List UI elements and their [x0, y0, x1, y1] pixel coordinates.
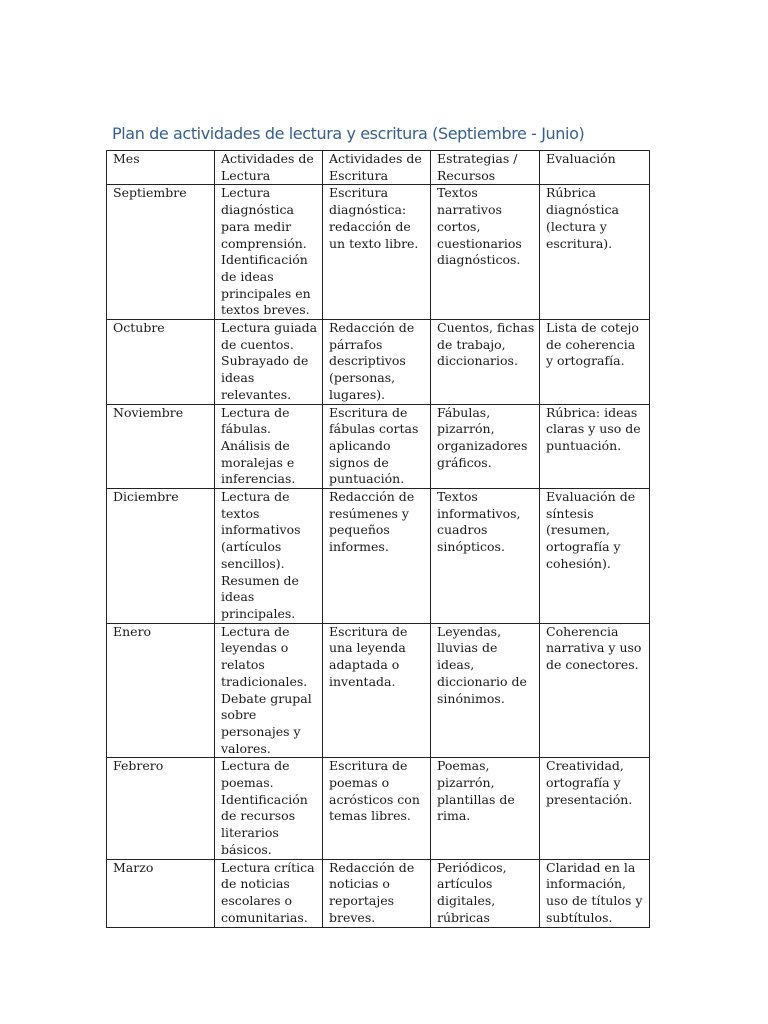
cell-writing: Redacción de noticias o reportajes breves.: [323, 859, 431, 927]
cell-evaluation: Lista de cotejo de coherencia y ortografía.: [540, 320, 650, 405]
cell-evaluation: Creatividad, ortografía y presentación.: [540, 758, 650, 859]
cell-reading: Lectura de textos informativos (artículos sencillos). Resumen de ideas principales.: [215, 489, 323, 624]
table-row: [107, 859, 650, 927]
table-row: [107, 404, 650, 489]
cell-strategies: Leyendas, lluvias de ideas, diccionario de sinónimos.: [431, 623, 540, 758]
table-header-row: [107, 151, 650, 185]
cell-evaluation: Rúbrica diagnóstica (lectura y escritura).: [540, 185, 650, 320]
table-row: [107, 489, 650, 624]
table-row: [107, 185, 650, 320]
cell-strategies: Periódicos, artículos digitales, rúbricas: [431, 859, 540, 927]
cell-strategies: Fábulas, pizarrón, organizadores gráficos.: [431, 404, 540, 489]
header-evaluacion: Evaluación: [540, 151, 650, 185]
cell-evaluation: Claridad en la información, uso de títulos y subtítulos.: [540, 859, 650, 927]
cell-writing: Redacción de resúmenes y pequeños informes.: [323, 489, 431, 624]
cell-writing: Escritura de una leyenda adaptada o inventada.: [323, 623, 431, 758]
table-row: [107, 320, 650, 405]
cell-month: Diciembre: [107, 489, 215, 624]
table-row: [107, 623, 650, 758]
header-estrategias-recursos: Estrategias / Recursos: [431, 151, 540, 185]
cell-strategies: Poemas, pizarrón, plantillas de rima.: [431, 758, 540, 859]
cell-reading: Lectura crítica de noticias escolares o comunitarias.: [215, 859, 323, 927]
cell-month: Marzo: [107, 859, 215, 927]
cell-evaluation: Coherencia narrativa y uso de conectores.: [540, 623, 650, 758]
activity-plan-table: [106, 150, 650, 928]
cell-month: Octubre: [107, 320, 215, 405]
cell-reading: Lectura de fábulas. Análisis de moralejas e inferencias.: [215, 404, 323, 489]
cell-reading: Lectura diagnóstica para medir comprensión. Identificación de ideas principales en textos breves.: [215, 185, 323, 320]
header-actividades-escritura: Actividades de Escritura: [323, 151, 431, 185]
cell-writing: Redacción de párrafos descriptivos (personas, lugares).: [323, 320, 431, 405]
cell-reading: Lectura de leyendas o relatos tradicionales. Debate grupal sobre personajes y valores.: [215, 623, 323, 758]
cell-writing: Escritura de fábulas cortas aplicando signos de puntuación.: [323, 404, 431, 489]
header-actividades-lectura: Actividades de Lectura: [215, 151, 323, 185]
table-row: [107, 758, 650, 859]
cell-strategies: Textos informativos, cuadros sinópticos.: [431, 489, 540, 624]
cell-strategies: Cuentos, fichas de trabajo, diccionarios.: [431, 320, 540, 405]
document-title: Plan de actividades de lectura y escritura (Septiembre - Junio): [112, 124, 585, 143]
cell-reading: Lectura guiada de cuentos. Subrayado de ideas relevantes.: [215, 320, 323, 405]
header-mes: Mes: [107, 151, 215, 185]
cell-strategies: Textos narrativos cortos, cuestionarios diagnósticos.: [431, 185, 540, 320]
cell-month: Noviembre: [107, 404, 215, 489]
cell-month: Septiembre: [107, 185, 215, 320]
cell-month: Enero: [107, 623, 215, 758]
cell-reading: Lectura de poemas. Identificación de recursos literarios básicos.: [215, 758, 323, 859]
cell-writing: Escritura de poemas o acrósticos con temas libres.: [323, 758, 431, 859]
cell-writing: Escritura diagnóstica: redacción de un texto libre.: [323, 185, 431, 320]
cell-evaluation: Rúbrica: ideas claras y uso de puntuación.: [540, 404, 650, 489]
cell-evaluation: Evaluación de síntesis (resumen, ortografía y cohesión).: [540, 489, 650, 624]
cell-month: Febrero: [107, 758, 215, 859]
